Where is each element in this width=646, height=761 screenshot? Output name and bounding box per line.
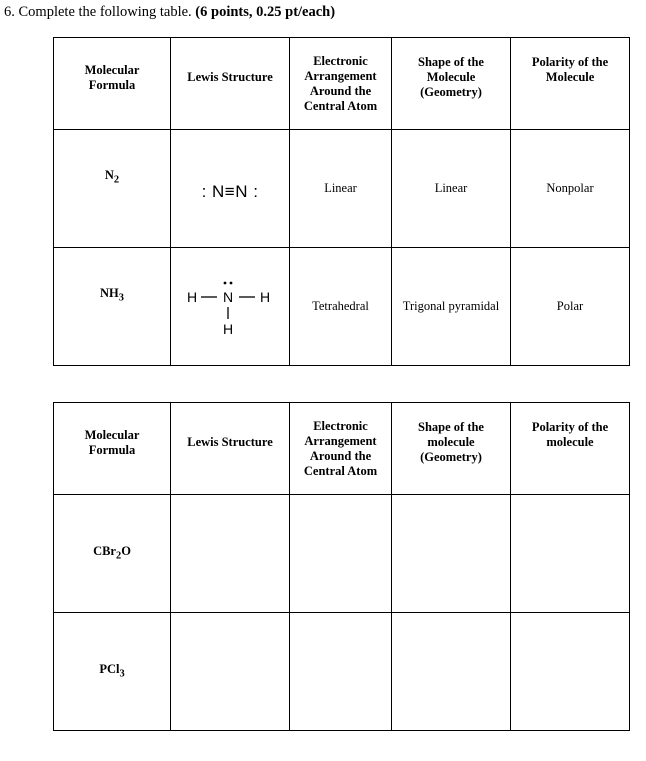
header-lewis-structure: Lewis Structure xyxy=(171,38,290,130)
formula-cell: CBr$_2$O xyxy=(54,495,171,613)
question-number: 6. xyxy=(4,4,15,20)
header-electronic-arrangement: Electronic Arrangement Around the Central Atom xyxy=(290,403,392,495)
header-shape: Shape of the molecule (Geometry) xyxy=(392,403,511,495)
atom-n-center: N xyxy=(222,288,234,305)
polarity-answer-cell[interactable] xyxy=(511,495,630,613)
shape-cell: Trigonal pyramidal xyxy=(392,248,511,366)
question-text: Complete the following table. xyxy=(18,4,192,20)
header-electronic-arrangement: Electronic Arrangement Around the Central Atom xyxy=(290,38,392,130)
lewis-structure-cell xyxy=(171,130,290,248)
table-row xyxy=(54,130,630,248)
header-molecular-formula: Molecular Formula xyxy=(54,38,171,130)
answered-table xyxy=(53,37,630,366)
table-row xyxy=(54,613,630,731)
header-polarity: Polarity of the Molecule xyxy=(511,38,630,130)
header-lewis-structure: Lewis Structure xyxy=(171,403,290,495)
question-heading xyxy=(4,4,335,21)
electronic-arrangement-cell: Tetrahedral xyxy=(290,248,392,366)
electronic-arrangement-answer-cell[interactable] xyxy=(290,613,392,731)
electronic-arrangement-cell: Linear xyxy=(290,130,392,248)
polarity-cell: Polar xyxy=(511,248,630,366)
lewis-structure-n2: : N≡N : xyxy=(201,182,259,201)
lone-pair-dot xyxy=(230,281,233,284)
lewis-structure-nh3 xyxy=(180,275,280,339)
polarity-answer-cell[interactable] xyxy=(511,613,630,731)
formula-cell: $N_2$ xyxy=(54,130,171,248)
formula-cell: PCl$_3$ xyxy=(54,613,171,731)
header-row xyxy=(54,403,630,495)
lone-pair-dot xyxy=(224,281,227,284)
table-row xyxy=(54,495,630,613)
question-points: (6 points, 0.25 pt/each) xyxy=(195,4,336,20)
header-molecular-formula: Molecular Formula xyxy=(54,403,171,495)
shape-cell: Linear xyxy=(392,130,511,248)
blank-table xyxy=(53,402,630,731)
lewis-structure-answer-cell[interactable] xyxy=(171,495,290,613)
lewis-structure-cell xyxy=(171,248,290,366)
formula-cell: $NH_3$ xyxy=(54,248,171,366)
atom-h-left: H xyxy=(186,288,198,305)
atom-h-bottom: H xyxy=(222,320,234,337)
electronic-arrangement-answer-cell[interactable] xyxy=(290,495,392,613)
header-polarity: Polarity of the molecule xyxy=(511,403,630,495)
shape-answer-cell[interactable] xyxy=(392,613,511,731)
header-shape: Shape of the Molecule (Geometry) xyxy=(392,38,511,130)
table-row xyxy=(54,248,630,366)
lewis-structure-answer-cell[interactable] xyxy=(171,613,290,731)
atom-h-right: H xyxy=(259,288,271,305)
polarity-cell: Nonpolar xyxy=(511,130,630,248)
header-row xyxy=(54,38,630,130)
shape-answer-cell[interactable] xyxy=(392,495,511,613)
